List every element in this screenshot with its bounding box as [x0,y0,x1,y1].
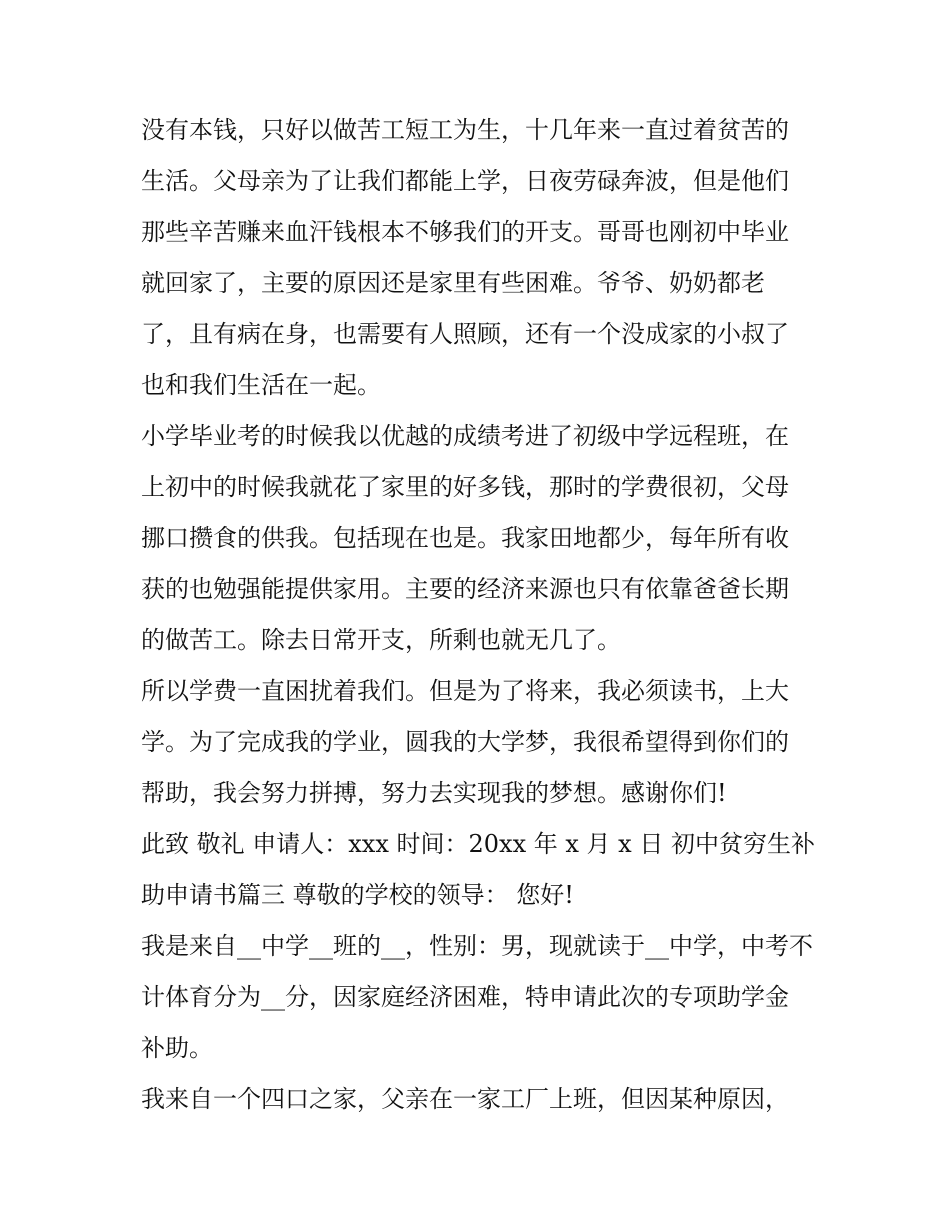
text-line: 生活。父母亲为了让我们都能上学，日夜劳碌奔波，但是他们 [141,167,789,195]
text-line: 我是来自__中学__班的__，性别：男，现就读于__中学，中考不 [141,932,813,960]
text-line: 补助。 [141,1034,213,1062]
text-line: 我来自一个四口之家，父亲在一家工厂上班，但因某种原因， [141,1085,789,1113]
text-line: 小学毕业考的时候我以优越的成绩考进了初级中学远程班，在 [141,422,789,450]
text-line: 就回家了，主要的原因还是家里有些困难。爷爷、奶奶都老 [141,269,765,297]
text-line: 那些辛苦赚来血汗钱根本不够我们的开支。哥哥也刚初中毕业 [141,218,789,246]
text-line: 上初中的时候我就花了家里的好多钱，那时的学费很初，父母 [141,473,789,501]
text-line: 的做苦工。除去日常开支，所剩也就无几了。 [141,626,621,654]
text-line: 学。为了完成我的学业，圆我的大学梦，我很希望得到你们的 [141,728,789,756]
text-line: 所以学费一直困扰着我们。但是为了将来，我必须读书，上大 [141,677,789,705]
text-line: 没有本钱，只好以做苦工短工为生，十几年来一直过着贫苦的 [141,116,789,144]
text-line: 也和我们生活在一起。 [141,371,381,399]
text-line: 了，且有病在身，也需要有人照顾，还有一个没成家的小叔了 [141,320,789,348]
text-line: 助申请书篇三 尊敬的学校的领导： 您好! [141,881,574,909]
text-line: 计体育分为__分，因家庭经济困难，特申请此次的专项助学金 [141,983,789,1011]
text-line: 挪口攒食的供我。包括现在也是。我家田地都少，每年所有收 [141,524,789,552]
text-line: 帮助，我会努力拼搏，努力去实现我的梦想。感谢你们! [141,779,727,807]
text-line: 此致 敬礼 申请人：xxx 时间：20xx 年 x 月 x 日 初中贫穷生补 [141,830,815,858]
text-line: 获的也勉强能提供家用。主要的经济来源也只有依靠爸爸长期 [141,575,789,603]
document-body [141,105,821,1125]
